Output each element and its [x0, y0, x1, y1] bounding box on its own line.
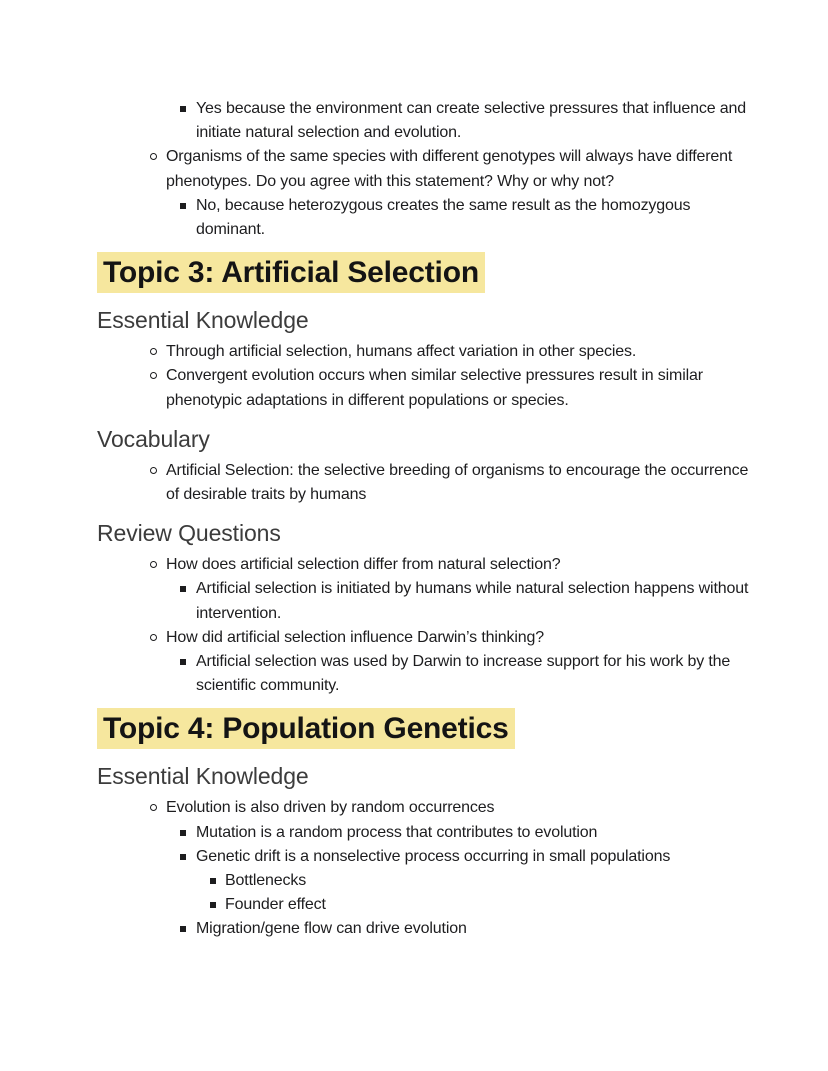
list-item — [97, 626, 753, 650]
square-bullet-icon — [180, 854, 186, 860]
subheading-review-questions: Review Questions — [97, 520, 281, 547]
circle-bullet-icon — [150, 153, 157, 160]
list-item — [97, 796, 753, 820]
list-item — [97, 577, 753, 625]
list-item-text: Convergent evolution occurs when similar selective pressures result in similar phenotypic adaptations in different populations or species. — [166, 367, 703, 409]
list-item — [97, 917, 753, 941]
highlighted-heading-text: Topic 4: Population Genetics — [97, 708, 515, 749]
list-item-text: Artificial selection was used by Darwin to increase support for his work by the scientific community. — [196, 653, 731, 695]
list-item-text: Yes because the environment can create selective pressures that influence and initiate natural selection and evolution. — [196, 100, 746, 142]
circle-bullet-icon — [150, 467, 157, 474]
square-bullet-icon — [180, 659, 186, 665]
list-item-text: Artificial Selection: the selective breeding of organisms to encourage the occurrence of desirable traits by humans — [166, 461, 749, 504]
list-item — [97, 340, 753, 364]
circle-bullet-icon — [150, 348, 157, 355]
list-item — [97, 145, 753, 193]
list-item-text: Migration/gene flow can drive evolution — [196, 920, 467, 938]
list-item-text: How did artificial selection influence Darwin’s thinking? — [166, 628, 545, 646]
list-item-text: How does artificial selection differ from natural selection? — [166, 556, 561, 574]
square-bullet-icon — [210, 878, 216, 884]
list-item — [97, 869, 753, 893]
highlighted-heading-text: Topic 3: Artificial Selection — [97, 252, 485, 293]
circle-bullet-icon — [150, 561, 157, 568]
square-bullet-icon — [180, 106, 186, 112]
list-item — [97, 97, 753, 145]
list-item-text: Founder effect — [225, 896, 326, 914]
list-item-text: Evolution is also driven by random occurrences — [166, 799, 495, 817]
subheading-vocabulary: Vocabulary — [97, 425, 210, 452]
list-item-text: Organisms of the same species with different genotypes will always have different phenotypes. Do you agree with this statement? Why or why not? — [166, 148, 733, 190]
subheading-essential-knowledge: Essential Knowledge — [97, 307, 309, 334]
circle-bullet-icon — [150, 804, 157, 811]
list-item — [97, 845, 753, 869]
list-item-text: Through artificial selection, humans affect variation in other species. — [166, 343, 637, 361]
list-item-text: Genetic drift is a nonselective process occurring in small populations — [196, 847, 671, 865]
list-item-text: Bottlenecks — [225, 872, 307, 890]
list-item-text: Artificial selection is initiated by humans while natural selection happens without intervention. — [196, 580, 749, 622]
list-item-text: No, because heterozygous creates the same result as the homozygous dominant. — [196, 196, 691, 239]
square-bullet-icon — [180, 586, 186, 592]
list-item — [97, 821, 753, 845]
list-item — [97, 553, 753, 577]
square-bullet-icon — [180, 830, 186, 836]
list-item — [97, 364, 753, 412]
subheading-essential-knowledge: Essential Knowledge — [97, 763, 309, 790]
heading-topic-4 — [97, 708, 753, 750]
list-item — [97, 194, 753, 242]
heading-topic-3 — [97, 252, 753, 294]
circle-bullet-icon — [150, 634, 157, 641]
square-bullet-icon — [180, 203, 186, 209]
list-item — [97, 893, 753, 917]
square-bullet-icon — [180, 926, 186, 932]
circle-bullet-icon — [150, 372, 157, 379]
list-item — [97, 459, 753, 507]
list-item-text: Mutation is a random process that contributes to evolution — [196, 823, 598, 841]
list-item — [97, 650, 753, 698]
square-bullet-icon — [210, 902, 216, 908]
